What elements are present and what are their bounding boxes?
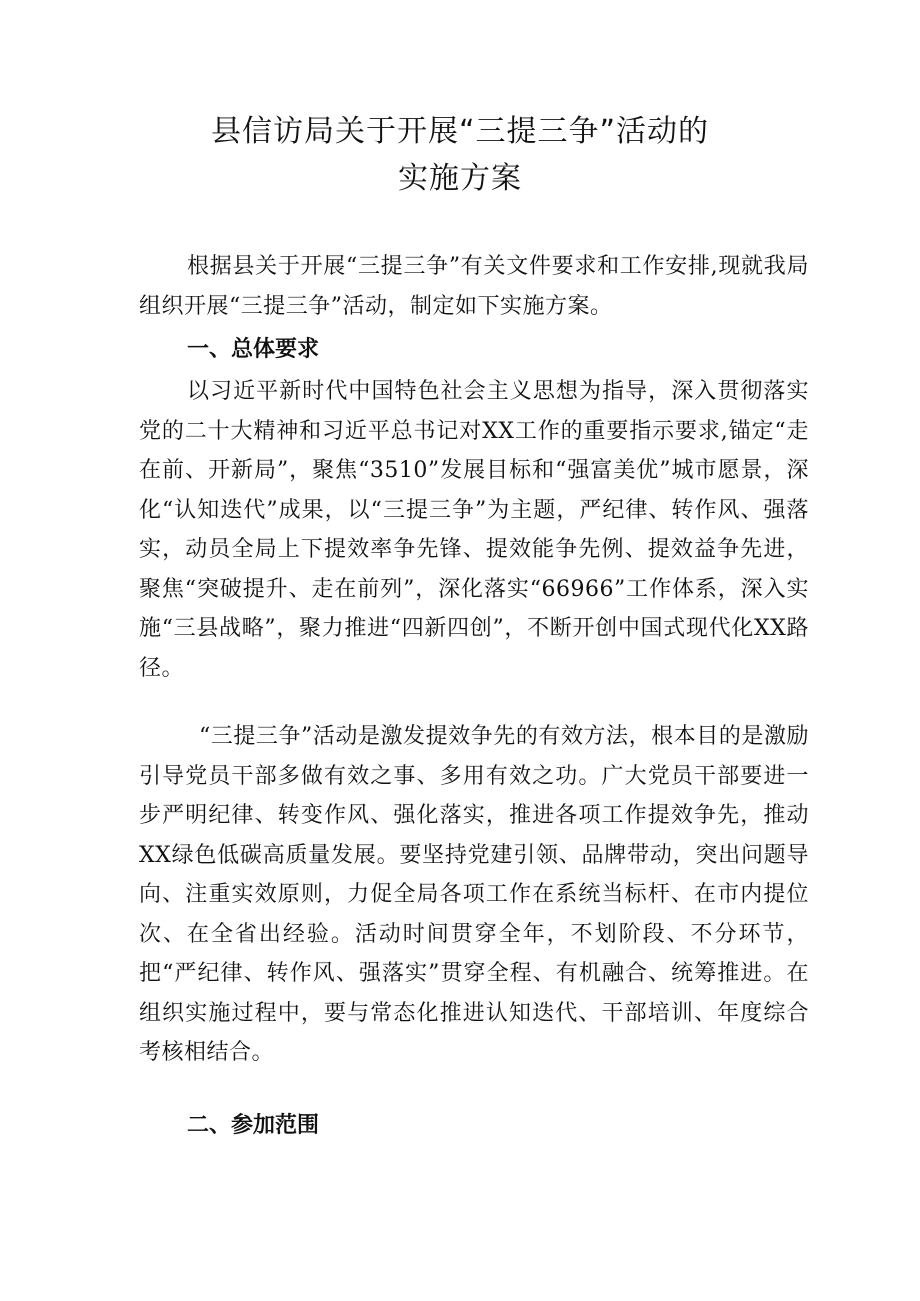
- document-title-line-2: 实施方案: [398, 161, 522, 196]
- section-heading-participation-scope: 二、参加范围: [187, 1113, 320, 1138]
- document-title-line-1: 县信访局关于开展“三提三争”活动的: [210, 114, 710, 149]
- section-1-paragraph-2: “三提三争”活动是激发提效争先的有效方法，根本目的是激励引导党员干部多做有效之事、多用有效之功。广大党员干部要进一步严明纪律、转变作风、强化落实，推进各项工作提效争先，推动XX绿色低碳高质量发展。要坚持党建引领、品牌带动，突出问题导向、注重实效原则，力促全局各项工作在系统当标杆、在市内提位次、在全省出经验。活动时间贯穿全年，不划阶段、不分环节，把“严纪律、转作风、强落实”贯穿全程、有机融合、统筹推进。在组织实施过程中，要与常态化推进认知迭代、干部培训、年度综合考核相结合。: [139, 724, 809, 1065]
- section-heading-general-requirements: 一、总体要求: [187, 337, 320, 362]
- intro-paragraph: 根据县关于开展“三提三争”有关文件要求和工作安排,现就我局组织开展“三提三争”活动，制定如下实施方案。: [139, 254, 809, 319]
- section-1-paragraph-1: 以习近平新时代中国特色社会主义思想为指导，深入贯彻落实党的二十大精神和习近平总书记对XX工作的重要指示要求,锚定“走在前、开新局”，聚焦“3510”发展目标和“强富美优”城市愿景，深化“认知迭代”成果，以“三提三争”为主题，严纪律、转作风、强落实，动员全局上下提效率争先锋、提效能争先例、提效益争先进，聚焦“突破提升、走在前列”，深化落实“66966”工作体系，深入实施“三县战略”，聚力推进“四新四创”，不断开创中国式现代化XX路径。: [139, 379, 809, 681]
